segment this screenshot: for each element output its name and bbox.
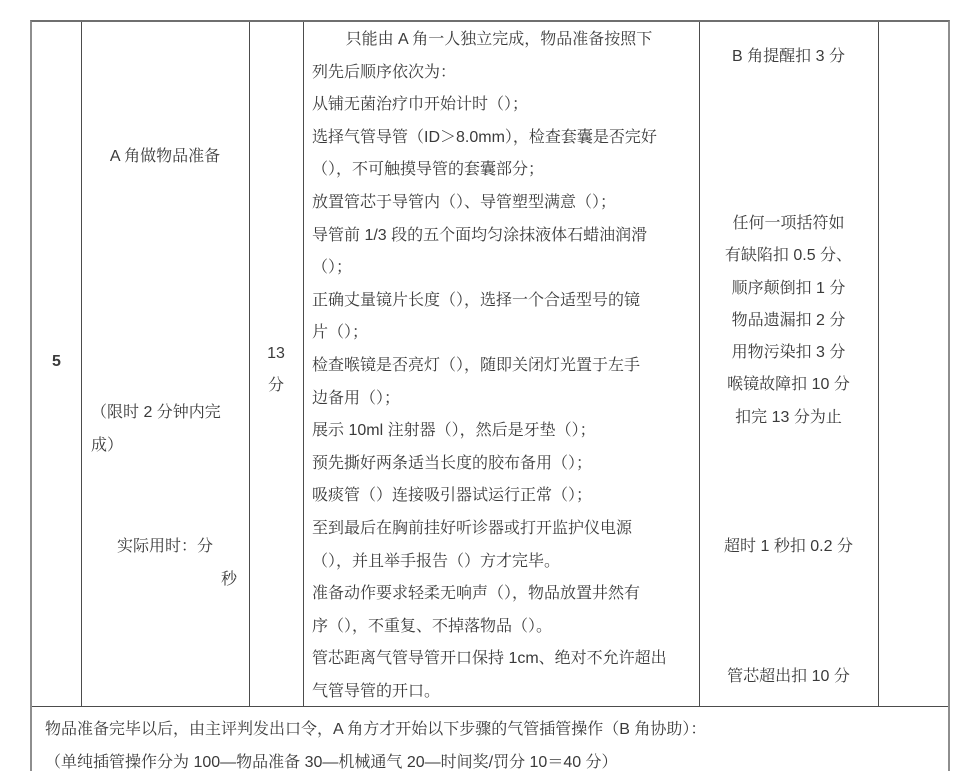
step-line: 检查喉镜是否亮灯（），随即关闭灯光置于左手 xyxy=(312,350,693,383)
footer-note xyxy=(32,706,948,779)
deduction-line: 物品遗漏扣 2 分 xyxy=(699,305,878,337)
step-line: 放置管芯于导管内（）、导管塑型满意（）； xyxy=(312,187,693,220)
step-line: 准备动作要求轻柔无响声（），物品放置井然有 xyxy=(312,578,693,611)
deduction-stylet-exceed: 管芯超出扣 10 分 xyxy=(699,661,878,693)
step-line: 选择气管导管（ID＞8.0mm），检查套囊是否完好 xyxy=(312,122,693,155)
score-value: 13 分 xyxy=(249,338,303,402)
step-line: 序（），不重复、不掉落物品（）。 xyxy=(312,611,693,644)
deduction-line: 顺序颠倒扣 1 分 xyxy=(699,273,878,305)
item-time-limit: （限时 2 分钟内完成） xyxy=(81,397,249,462)
row-number: 5 xyxy=(32,346,81,378)
step-line: 展示 10ml 注射器（），然后是牙垫（）； xyxy=(312,415,693,448)
score-cell xyxy=(249,22,303,706)
step-line: 至到最后在胸前挂好听诊器或打开监护仪电源 xyxy=(312,513,693,546)
deduction-line: 任何一项括符如 xyxy=(699,208,878,240)
deduction-line: 喉镜故障扣 10 分 xyxy=(699,369,878,401)
empty-cell xyxy=(878,22,948,706)
footer-line-1: 物品准备完毕以后，由主评判发出口令，A 角方才开始以下步骤的气管插管操作（B 角协助）： xyxy=(45,714,948,747)
deduction-b-role-reminder: B 角提醒扣 3 分 xyxy=(699,41,878,73)
deduction-line: 有缺陷扣 0.5 分、 xyxy=(699,240,878,272)
item-actual-time-label: 实际用时：分 xyxy=(81,531,249,563)
bracket-rules xyxy=(699,208,878,434)
item-cell xyxy=(81,22,249,706)
deduction-overtime: 超时 1 秒扣 0.2 分 xyxy=(699,531,878,563)
step-line: 边备用（）； xyxy=(312,383,693,416)
step-line: 预先撕好两条适当长度的胶布备用（）； xyxy=(312,448,693,481)
deduction-cell xyxy=(699,22,878,706)
step-line: 从铺无菌治疗巾开始计时（）； xyxy=(312,89,693,122)
deduction-line: 用物污染扣 3 分 xyxy=(699,337,878,369)
step-line: 吸痰管（）连接吸引器试运行正常（）； xyxy=(312,480,693,513)
deduction-line: 扣完 13 分为止 xyxy=(699,402,878,434)
step-line: 正确丈量镜片长度（），选择一个合适型号的镜 xyxy=(312,285,693,318)
step-line: 片（）； xyxy=(312,317,693,350)
row-number-cell xyxy=(32,22,81,706)
step-line: 管芯距离气管导管开口保持 1cm、绝对不允许超出 xyxy=(312,643,693,676)
steps-lines xyxy=(303,22,699,708)
step-line: 气管导管的开口。 xyxy=(312,676,693,709)
steps-cell xyxy=(303,22,699,706)
step-line: 只能由 A 角一人独立完成，物品准备按照下 xyxy=(312,24,693,57)
score-table xyxy=(30,20,950,771)
footer-line-2: （单纯插管操作分为 100—物品准备 30—机械通气 20—时间奖/罚分 10＝40 分） xyxy=(45,747,948,779)
item-seconds-label: 秒 xyxy=(81,564,249,596)
item-title: A 角做物品准备 xyxy=(81,141,249,173)
step-line: （）； xyxy=(312,252,693,285)
step-line: 列先后顺序依次为： xyxy=(312,57,693,90)
step-line: 导管前 1/3 段的五个面均匀涂抹液体石蜡油润滑 xyxy=(312,220,693,253)
step-line: （），不可触摸导管的套囊部分； xyxy=(312,154,693,187)
step-line: （），并且举手报告（）方才完毕。 xyxy=(312,546,693,579)
